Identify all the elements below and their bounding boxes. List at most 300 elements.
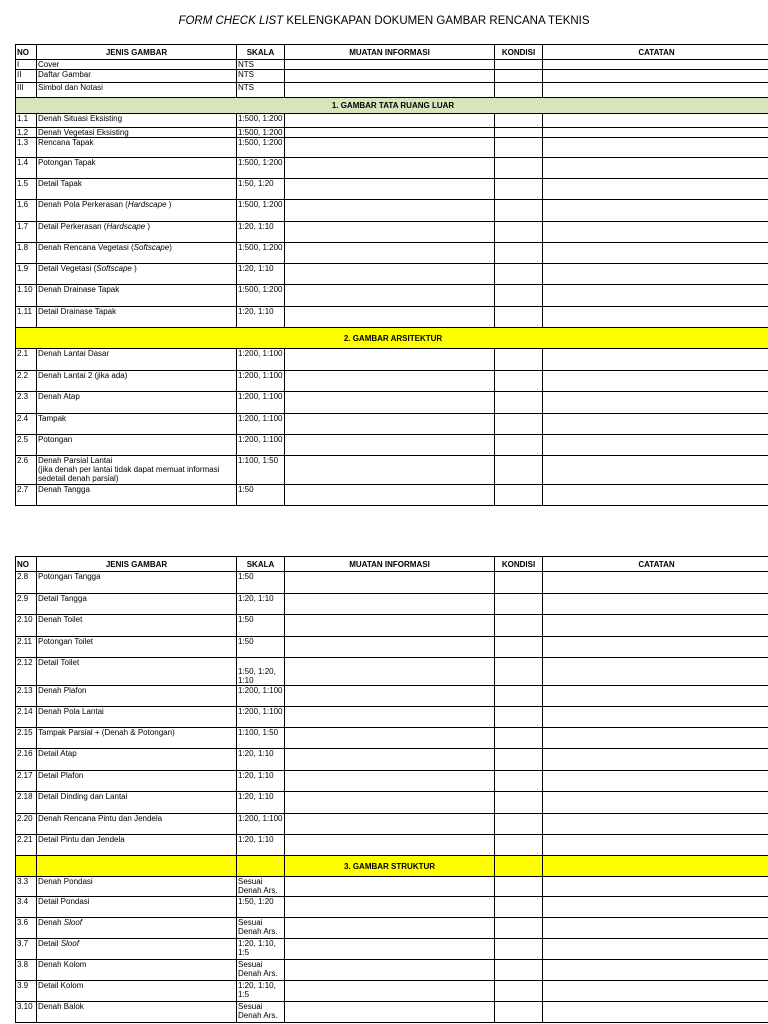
- cell-muatan-informasi[interactable]: [285, 200, 495, 222]
- cell-jenis-gambar: [37, 435, 237, 456]
- header-catatan: CATATAN: [543, 45, 768, 60]
- jenis-text: Detail Tangga: [38, 594, 87, 603]
- skala-line-2: 1:5: [238, 948, 250, 957]
- skala-text: 1:500, 1:200: [238, 138, 283, 147]
- jenis-italic-text: Sloof: [63, 918, 83, 927]
- cell-kondisi[interactable]: [495, 70, 543, 83]
- cell-catatan[interactable]: [543, 114, 768, 128]
- cell-catatan[interactable]: [543, 371, 768, 392]
- cell-catatan[interactable]: [543, 594, 768, 615]
- table-row: [16, 792, 768, 814]
- jenis-text: Denah Situasi Eksisting: [38, 114, 123, 123]
- cell-muatan-informasi[interactable]: [285, 349, 495, 371]
- cell-kondisi[interactable]: [495, 414, 543, 435]
- cell-catatan[interactable]: [543, 1002, 768, 1023]
- cell-jenis-gambar: [37, 114, 237, 128]
- cell-catatan[interactable]: [543, 835, 768, 856]
- cell-no: 2.12: [16, 658, 37, 686]
- cell-no: I: [16, 60, 37, 70]
- cell-muatan-informasi[interactable]: [285, 392, 495, 414]
- cell-kondisi[interactable]: [495, 114, 543, 128]
- cell-skala: [237, 594, 285, 615]
- cell-no: 3.7: [16, 939, 37, 960]
- cell-catatan[interactable]: [543, 960, 768, 981]
- cell-catatan[interactable]: [543, 70, 768, 83]
- cell-skala: [237, 138, 285, 158]
- jenis-text: Denah Rencana Vegetasi (: [38, 243, 134, 252]
- cell-jenis-gambar: [37, 222, 237, 243]
- cell-muatan-informasi[interactable]: [285, 771, 495, 792]
- header-catatan: CATATAN: [543, 557, 768, 572]
- cell-jenis-gambar: [37, 939, 237, 960]
- cell-no: 3.6: [16, 918, 37, 939]
- cell-no: 2.21: [16, 835, 37, 856]
- skala-text: 1:500, 1:200: [238, 200, 283, 209]
- skala-text: Sesuai: [238, 960, 263, 969]
- cell-muatan-informasi[interactable]: [285, 114, 495, 128]
- skala-text: 1:200, 1:100: [238, 814, 283, 823]
- cell-kondisi[interactable]: [495, 594, 543, 615]
- cell-skala: [237, 981, 285, 1002]
- skala-text: 1:50, 1:20: [238, 897, 274, 906]
- cell-kondisi[interactable]: [495, 307, 543, 328]
- cell-kondisi[interactable]: [495, 814, 543, 835]
- cell-jenis-gambar: [37, 264, 237, 285]
- header-muatan-informasi: MUATAN INFORMASI: [285, 557, 495, 572]
- skala-text: 1:500, 1:200: [238, 128, 283, 137]
- cell-kondisi[interactable]: [495, 877, 543, 897]
- cell-skala: [237, 749, 285, 771]
- cell-catatan[interactable]: [543, 637, 768, 658]
- cell-muatan-informasi[interactable]: [285, 981, 495, 1002]
- cell-kondisi[interactable]: [495, 897, 543, 918]
- skala-text: 1:20, 1:10: [238, 792, 274, 801]
- cell-skala: [237, 456, 285, 485]
- cell-muatan-informasi[interactable]: [285, 128, 495, 138]
- table-row: [16, 114, 768, 128]
- skala-text: 1:100, 1:50: [238, 728, 279, 737]
- table-row: [16, 707, 768, 728]
- cell-kondisi[interactable]: [495, 349, 543, 371]
- cell-jenis-gambar: [37, 707, 237, 728]
- cell-catatan[interactable]: [543, 918, 768, 939]
- cell-kondisi[interactable]: [495, 637, 543, 658]
- skala-text: Sesuai: [238, 918, 263, 927]
- cell-jenis-gambar: [37, 83, 237, 98]
- cell-skala: [237, 897, 285, 918]
- table-row: [16, 658, 768, 686]
- cell-jenis-gambar: [37, 307, 237, 328]
- cell-no: 1.2: [16, 128, 37, 138]
- cell-muatan-informasi[interactable]: [285, 60, 495, 70]
- cell-catatan[interactable]: [543, 128, 768, 138]
- cell-muatan-informasi[interactable]: [285, 749, 495, 771]
- jenis-text: Detail Tapak: [38, 179, 82, 188]
- cell-jenis-gambar: [37, 728, 237, 749]
- cell-muatan-informasi[interactable]: [285, 658, 495, 686]
- skala-line-2: 1:5: [238, 990, 250, 999]
- cell-kondisi[interactable]: [495, 835, 543, 856]
- cell-skala: [237, 485, 285, 506]
- section-title: 2. GAMBAR ARSITEKTUR: [16, 328, 768, 349]
- cell-no: 2.10: [16, 615, 37, 637]
- cell-catatan[interactable]: [543, 686, 768, 707]
- cell-jenis-gambar: [37, 771, 237, 792]
- cell-no: 2.4: [16, 414, 37, 435]
- cell-skala: [237, 222, 285, 243]
- jenis-text: Detail Dinding dan Lantai: [38, 792, 128, 801]
- header-jenis-gambar: JENIS GAMBAR: [37, 557, 237, 572]
- cell-kondisi[interactable]: [495, 707, 543, 728]
- table-row: [16, 414, 768, 435]
- cell-muatan-informasi[interactable]: [285, 485, 495, 506]
- section-empty-cell: [543, 856, 768, 877]
- cell-jenis-gambar: [37, 637, 237, 658]
- table-row: [16, 392, 768, 414]
- skala-text: 1:500, 1:200: [238, 243, 283, 252]
- skala-text: 1:200, 1:100: [238, 392, 283, 401]
- section-row: [16, 328, 768, 349]
- cell-catatan[interactable]: [543, 200, 768, 222]
- jenis-text: Denah Pola Lantai: [38, 707, 104, 716]
- cell-no: 2.11: [16, 637, 37, 658]
- jenis-text: Detail Vegetasi (: [38, 264, 97, 273]
- cell-kondisi[interactable]: [495, 83, 543, 98]
- cell-muatan-informasi[interactable]: [285, 179, 495, 200]
- cell-skala: [237, 939, 285, 960]
- cell-catatan[interactable]: [543, 307, 768, 328]
- cell-muatan-informasi[interactable]: [285, 835, 495, 856]
- section-empty-cell: [37, 856, 237, 877]
- table-row: [16, 594, 768, 615]
- cell-muatan-informasi[interactable]: [285, 243, 495, 264]
- cell-muatan-informasi[interactable]: [285, 686, 495, 707]
- cell-muatan-informasi[interactable]: [285, 615, 495, 637]
- cell-no: 2.1: [16, 349, 37, 371]
- cell-muatan-informasi[interactable]: [285, 222, 495, 243]
- cell-catatan[interactable]: [543, 392, 768, 414]
- cell-muatan-informasi[interactable]: [285, 814, 495, 835]
- skala-line-2: Denah Ars.: [238, 886, 278, 895]
- skala-text: 1:200, 1:100: [238, 349, 283, 358]
- jenis-text: Tampak: [38, 414, 67, 423]
- cell-jenis-gambar: [37, 392, 237, 414]
- cell-kondisi[interactable]: [495, 392, 543, 414]
- cell-muatan-informasi[interactable]: [285, 456, 495, 485]
- cell-skala: [237, 792, 285, 814]
- table-row: [16, 981, 768, 1002]
- cell-catatan[interactable]: [543, 414, 768, 435]
- cell-kondisi[interactable]: [495, 728, 543, 749]
- cell-no: 2.20: [16, 814, 37, 835]
- table-row: [16, 138, 768, 158]
- jenis-text: Detail Plafon: [38, 771, 84, 780]
- cell-kondisi[interactable]: [495, 128, 543, 138]
- skala-text: Sesuai: [238, 877, 263, 886]
- header-skala: SKALA: [237, 45, 285, 60]
- jenis-italic-text: Hardscape: [127, 200, 167, 209]
- header-muatan-informasi: MUATAN INFORMASI: [285, 45, 495, 60]
- jenis-text: Denah Kolom: [38, 960, 87, 969]
- jenis-text: Rencana Tapak: [38, 138, 94, 147]
- cell-catatan[interactable]: [543, 158, 768, 179]
- title-rest: KELENGKAPAN DOKUMEN GAMBAR RENCANA TEKNIS: [283, 15, 590, 27]
- skala-text: 1:50: [238, 637, 254, 646]
- cell-kondisi[interactable]: [495, 200, 543, 222]
- cell-skala: [237, 918, 285, 939]
- cell-kondisi[interactable]: [495, 686, 543, 707]
- header-no: NO: [16, 45, 37, 60]
- cell-no: 1.4: [16, 158, 37, 179]
- table-row: [16, 686, 768, 707]
- cell-catatan[interactable]: [543, 60, 768, 70]
- cell-skala: [237, 814, 285, 835]
- cell-skala: [237, 70, 285, 83]
- table-1-body: [16, 60, 768, 506]
- table-row: [16, 960, 768, 981]
- jenis-text: Detail: [38, 939, 61, 948]
- cell-jenis-gambar: [37, 594, 237, 615]
- table-row: [16, 222, 768, 243]
- cell-muatan-informasi[interactable]: [285, 897, 495, 918]
- cell-jenis-gambar: [37, 414, 237, 435]
- cell-kondisi[interactable]: [495, 285, 543, 307]
- cell-muatan-informasi[interactable]: [285, 1002, 495, 1023]
- cell-catatan[interactable]: [543, 877, 768, 897]
- cell-catatan[interactable]: [543, 615, 768, 637]
- cell-kondisi[interactable]: [495, 792, 543, 814]
- skala-text: 1:20, 1:10: [238, 771, 274, 780]
- cell-muatan-informasi[interactable]: [285, 285, 495, 307]
- cell-muatan-informasi[interactable]: [285, 158, 495, 179]
- cell-jenis-gambar: [37, 158, 237, 179]
- cell-catatan[interactable]: [543, 456, 768, 485]
- cell-kondisi[interactable]: [495, 138, 543, 158]
- cell-skala: [237, 615, 285, 637]
- jenis-text: Detail Drainase Tapak: [38, 307, 117, 316]
- cell-kondisi[interactable]: [495, 918, 543, 939]
- cell-kondisi[interactable]: [495, 456, 543, 485]
- skala-text: 1:50: [238, 485, 254, 494]
- table-row: [16, 835, 768, 856]
- cell-jenis-gambar: [37, 456, 237, 485]
- table-row: [16, 897, 768, 918]
- skala-text: 1:20, 1:10: [238, 749, 274, 758]
- cell-skala: [237, 392, 285, 414]
- cell-no: 1.6: [16, 200, 37, 222]
- cell-catatan[interactable]: [543, 83, 768, 98]
- cell-muatan-informasi[interactable]: [285, 572, 495, 594]
- skala-line-2: Denah Ars.: [238, 969, 278, 978]
- skala-text: 1:20, 1:10,: [238, 981, 276, 990]
- cell-kondisi[interactable]: [495, 179, 543, 200]
- table-row: [16, 485, 768, 506]
- cell-catatan[interactable]: [543, 658, 768, 686]
- cell-catatan[interactable]: [543, 814, 768, 835]
- cell-muatan-informasi[interactable]: [285, 707, 495, 728]
- cell-kondisi[interactable]: [495, 960, 543, 981]
- section-empty-cell: [237, 856, 285, 877]
- cell-catatan[interactable]: [543, 435, 768, 456]
- jenis-text: Simbol dan Notasi: [38, 83, 103, 92]
- cell-muatan-informasi[interactable]: [285, 83, 495, 98]
- cell-skala: [237, 572, 285, 594]
- cell-muatan-informasi[interactable]: [285, 637, 495, 658]
- cell-jenis-gambar: [37, 243, 237, 264]
- cell-jenis-gambar: [37, 285, 237, 307]
- cell-muatan-informasi[interactable]: [285, 728, 495, 749]
- cell-muatan-informasi[interactable]: [285, 371, 495, 392]
- cell-muatan-informasi[interactable]: [285, 264, 495, 285]
- skala-line-2: Denah Ars.: [238, 927, 278, 936]
- cell-kondisi[interactable]: [495, 615, 543, 637]
- skala-text: 1:500, 1:200: [238, 158, 283, 167]
- cell-catatan[interactable]: [543, 707, 768, 728]
- cell-catatan[interactable]: [543, 749, 768, 771]
- cell-no: 2.2: [16, 371, 37, 392]
- cell-no: 2.18: [16, 792, 37, 814]
- jenis-text: Denah Balok: [38, 1002, 84, 1011]
- jenis-italic-text: Softscape: [133, 243, 170, 252]
- cell-no: 2.15: [16, 728, 37, 749]
- cell-muatan-informasi[interactable]: [285, 918, 495, 939]
- jenis-end-text: ): [169, 243, 172, 252]
- cell-kondisi[interactable]: [495, 749, 543, 771]
- cell-muatan-informasi[interactable]: [285, 435, 495, 456]
- cell-jenis-gambar: [37, 60, 237, 70]
- cell-no: 1.3: [16, 138, 37, 158]
- cell-jenis-gambar: [37, 658, 237, 686]
- jenis-italic-text: Sloof: [60, 939, 79, 948]
- jenis-line-2: (jika denah per lantai tidak dapat memuat informasi: [38, 465, 220, 474]
- table-row: [16, 243, 768, 264]
- cell-muatan-informasi[interactable]: [285, 70, 495, 83]
- table-header-row: [16, 45, 768, 60]
- skala-text: NTS: [238, 70, 254, 79]
- cell-jenis-gambar: [37, 877, 237, 897]
- skala-text: 1:200, 1:100: [238, 435, 283, 444]
- cell-catatan[interactable]: [543, 138, 768, 158]
- section-row: [16, 856, 768, 877]
- skala-text: 1:20, 1:10: [238, 222, 274, 231]
- jenis-text: Detail Toilet: [38, 658, 80, 667]
- cell-muatan-informasi[interactable]: [285, 138, 495, 158]
- cell-catatan[interactable]: [543, 572, 768, 594]
- cell-muatan-informasi[interactable]: [285, 939, 495, 960]
- cell-no: 3.10: [16, 1002, 37, 1023]
- cell-catatan[interactable]: [543, 939, 768, 960]
- table-header-row: [16, 557, 768, 572]
- cell-catatan[interactable]: [543, 222, 768, 243]
- skala-text: 1:200, 1:100: [238, 707, 283, 716]
- cell-kondisi[interactable]: [495, 243, 543, 264]
- cell-muatan-informasi[interactable]: [285, 594, 495, 615]
- cell-muatan-informasi[interactable]: [285, 877, 495, 897]
- skala-line-2: 1:50, 1:20,: [238, 667, 276, 676]
- jenis-text: Denah Parsial Lantai: [38, 456, 113, 465]
- cell-catatan[interactable]: [543, 349, 768, 371]
- skala-text: 1:20, 1:10,: [238, 939, 276, 948]
- cell-kondisi[interactable]: [495, 572, 543, 594]
- cell-jenis-gambar: [37, 615, 237, 637]
- cell-catatan[interactable]: [543, 792, 768, 814]
- cell-kondisi[interactable]: [495, 771, 543, 792]
- cell-jenis-gambar: [37, 572, 237, 594]
- cell-catatan[interactable]: [543, 771, 768, 792]
- cell-skala: [237, 637, 285, 658]
- skala-text: 1:50: [238, 615, 254, 624]
- header-no: NO: [16, 557, 37, 572]
- cell-catatan[interactable]: [543, 243, 768, 264]
- cell-kondisi[interactable]: [495, 1002, 543, 1023]
- cell-no: 2.17: [16, 771, 37, 792]
- cell-kondisi[interactable]: [495, 60, 543, 70]
- cell-muatan-informasi[interactable]: [285, 307, 495, 328]
- table-row: [16, 83, 768, 98]
- cell-muatan-informasi[interactable]: [285, 960, 495, 981]
- cell-muatan-informasi[interactable]: [285, 414, 495, 435]
- cell-catatan[interactable]: [543, 981, 768, 1002]
- jenis-end-text: ): [131, 264, 137, 273]
- cell-kondisi[interactable]: [495, 264, 543, 285]
- cell-no: 3.4: [16, 897, 37, 918]
- cell-catatan[interactable]: [543, 179, 768, 200]
- cell-skala: [237, 960, 285, 981]
- cell-no: 1.8: [16, 243, 37, 264]
- cell-kondisi[interactable]: [495, 939, 543, 960]
- cell-jenis-gambar: [37, 835, 237, 856]
- jenis-line-3: sedetail denah parsial): [38, 474, 119, 483]
- cell-muatan-informasi[interactable]: [285, 792, 495, 814]
- jenis-text: Detail Kolom: [38, 981, 84, 990]
- cell-catatan[interactable]: [543, 485, 768, 506]
- cell-catatan[interactable]: [543, 285, 768, 307]
- cell-catatan[interactable]: [543, 897, 768, 918]
- table-row: [16, 939, 768, 960]
- cell-skala: [237, 243, 285, 264]
- cell-no: 2.6: [16, 456, 37, 485]
- cell-kondisi[interactable]: [495, 371, 543, 392]
- skala-text: 1:500, 1:200: [238, 285, 283, 294]
- cell-jenis-gambar: [37, 960, 237, 981]
- checklist-table-1: [15, 44, 768, 506]
- cell-skala: [237, 60, 285, 70]
- cell-kondisi[interactable]: [495, 981, 543, 1002]
- section-empty-cell: [495, 856, 543, 877]
- cell-kondisi[interactable]: [495, 158, 543, 179]
- jenis-end-text: ): [145, 222, 151, 231]
- cell-catatan[interactable]: [543, 264, 768, 285]
- skala-text: 1:20, 1:10: [238, 594, 274, 603]
- cell-catatan[interactable]: [543, 728, 768, 749]
- cell-jenis-gambar: [37, 749, 237, 771]
- cell-jenis-gambar: [37, 349, 237, 371]
- table-row: [16, 264, 768, 285]
- cell-kondisi[interactable]: [495, 222, 543, 243]
- cell-kondisi[interactable]: [495, 485, 543, 506]
- cell-no: 2.14: [16, 707, 37, 728]
- cell-kondisi[interactable]: [495, 658, 543, 686]
- cell-skala: [237, 83, 285, 98]
- table-row: [16, 200, 768, 222]
- table-row: [16, 371, 768, 392]
- jenis-text: Tampak Parsial + (Denah & Potongan): [38, 728, 175, 737]
- cell-kondisi[interactable]: [495, 435, 543, 456]
- cell-skala: [237, 835, 285, 856]
- header-kondisi: KONDISI: [495, 45, 543, 60]
- cell-jenis-gambar: [37, 371, 237, 392]
- cell-no: 1.7: [16, 222, 37, 243]
